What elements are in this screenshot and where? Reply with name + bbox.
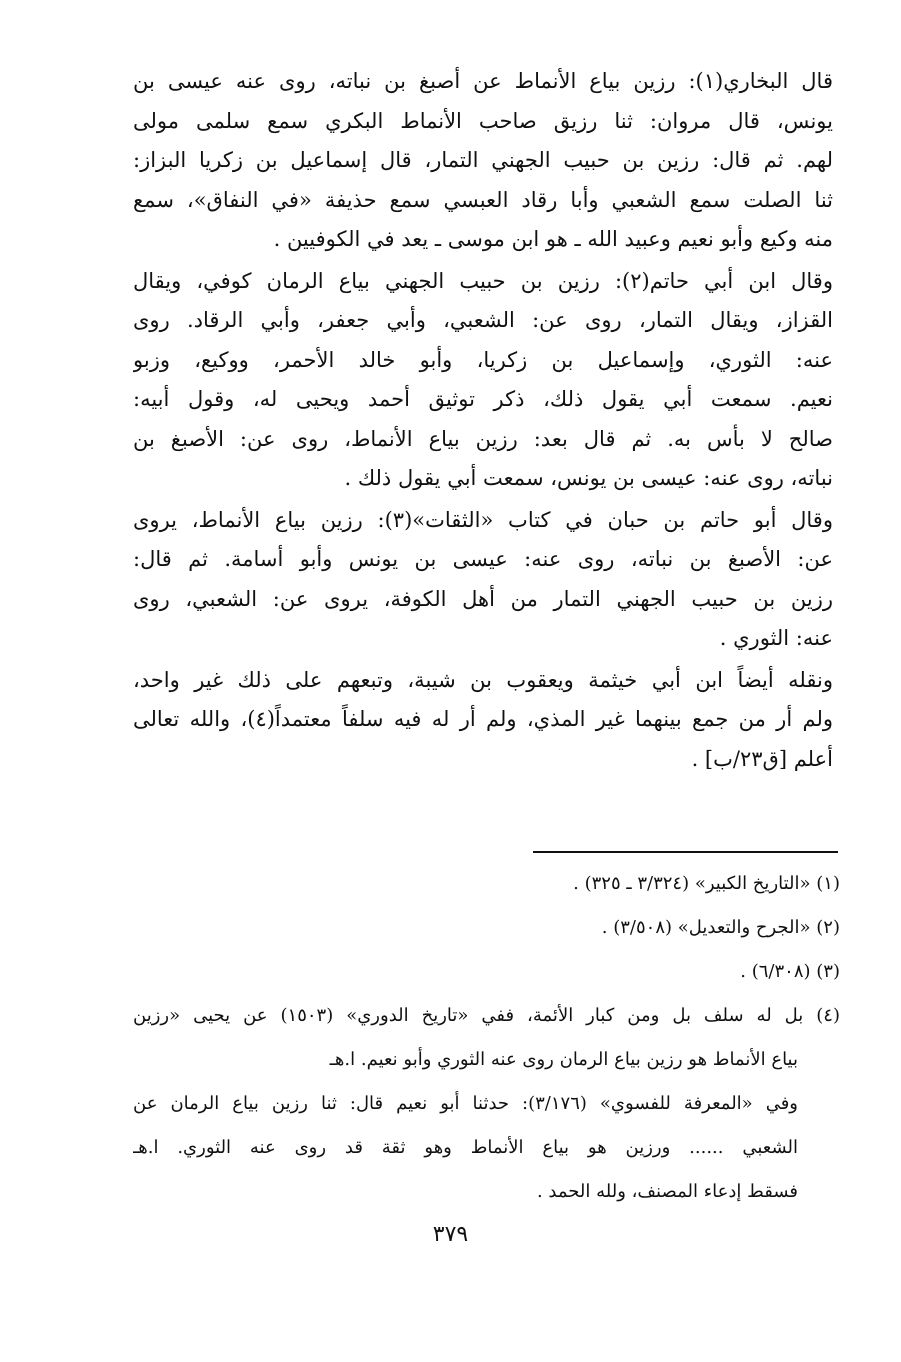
text-line-6: وقال ابن أبي حاتم(٢): رزين بن حبيب الجهني بياع الرمان كوفي، ويقال bbox=[133, 268, 833, 293]
text-line-7: القزاز، ويقال التمار، روى عن: الشعبي، وأبي جعفر، وأبي الرقاد. روى bbox=[133, 308, 833, 332]
page-number: ٣٧٩ bbox=[432, 1222, 469, 1247]
text-line-5: منه وكيع وأبو نعيم وعبيد الله ـ هو ابن موسى ـ يعد في الكوفيين . bbox=[273, 227, 833, 251]
text-line-9: نعيم. سمعت أبي يقول ذلك، ذكر توثيق أحمد ويحيى له، وقول أبيه: bbox=[133, 387, 833, 411]
footnote-4-line-5: فسقط إدعاء المصنف، ولله الحمد . bbox=[536, 1181, 798, 1202]
text-line-16: ونقله أيضاً ابن أبي خيثمة ويعقوب بن شيبة، وتبعهم على ذلك غير واحد، bbox=[133, 667, 833, 692]
footnote-3: (٣) (٦/٣٠٨) . bbox=[740, 961, 840, 982]
text-line-17: ولم أر من جمع بينهما غير المذي، ولم أر له فيه سلفاً معتمداً(٤)، والله تعالى bbox=[133, 707, 833, 731]
footnotes-block bbox=[133, 862, 840, 1214]
footnote-4-line-4: الشعبي ...... ورزين هو بياع الأنماط وهو ثقة قد روى عنه الثوري. ا.هـ bbox=[133, 1137, 798, 1158]
footnote-4-line-3: وفي «المعرفة للفسوي» (٣/١٧٦): حدثنا أبو نعيم قال: ثنا رزين بياع الرمان عن bbox=[133, 1093, 798, 1114]
text-line-13: عن: الأصبغ بن نباته، روى عنه: عيسى بن يونس وأبو أسامة. ثم قال: bbox=[133, 547, 833, 571]
text-line-12: وقال أبو حاتم بن حبان في كتاب «الثقات»(٣): رزين بياع الأنماط، يروى bbox=[133, 507, 833, 532]
text-line-2: يونس، قال مروان: ثنا رزيق صاحب الأنماط البكري سمع سلمى مولى bbox=[133, 108, 833, 133]
footnote-4-line-1: (٤) بل له سلف بل ومن كبار الأئمة، ففي «تاريخ الدوري» (١٥٠٣) عن يحيى «رزين bbox=[133, 1005, 840, 1026]
text-line-4: ثنا الصلت سمع الشعبي وأبا رقاد العبسي سمع حذيفة «في النفاق»، سمع bbox=[133, 187, 833, 212]
text-line-11: نباته، روى عنه: عيسى بن يونس، سمعت أبي يقول ذلك . bbox=[344, 466, 833, 490]
text-line-10: صالح لا بأس به. ثم قال بعد: رزين بياع الأنماط، روى عن: الأصبغ بن bbox=[133, 426, 833, 451]
main-text-block bbox=[133, 62, 833, 779]
text-line-18: أعلم [ق٢٣/ب] . bbox=[691, 746, 833, 771]
text-line-3: لهم. ثم قال: رزين بن حبيب الجهني التمار، قال إسماعيل بن زكريا البزاز: bbox=[133, 148, 833, 172]
footnote-4-line-2: بياع الأنماط هو رزين بياع الرمان روى عنه الثوري وأبو نعيم. ا.هـ bbox=[329, 1049, 798, 1070]
text-line-14: رزين بن حبيب الجهني التمار من أهل الكوفة، يروى عن: الشعبي، روى bbox=[133, 586, 833, 611]
text-line-1: قال البخاري(١): رزين بياع الأنماط عن أصبغ بن نباته، روى عنه عيسى بن bbox=[133, 69, 833, 93]
footnote-separator bbox=[533, 851, 838, 853]
footnote-2: (٢) «الجرح والتعديل» (٣/٥٠٨) . bbox=[601, 917, 840, 938]
footnote-1: (١) «التاريخ الكبير» (٣/٣٢٤ ـ ٣٢٥) . bbox=[573, 873, 840, 894]
text-line-8: عنه: الثوري، وإسماعيل بن زكريا، وأبو خالد الأحمر، ووكيع، وزبو bbox=[133, 347, 833, 372]
text-line-15: عنه: الثوري . bbox=[719, 626, 833, 650]
